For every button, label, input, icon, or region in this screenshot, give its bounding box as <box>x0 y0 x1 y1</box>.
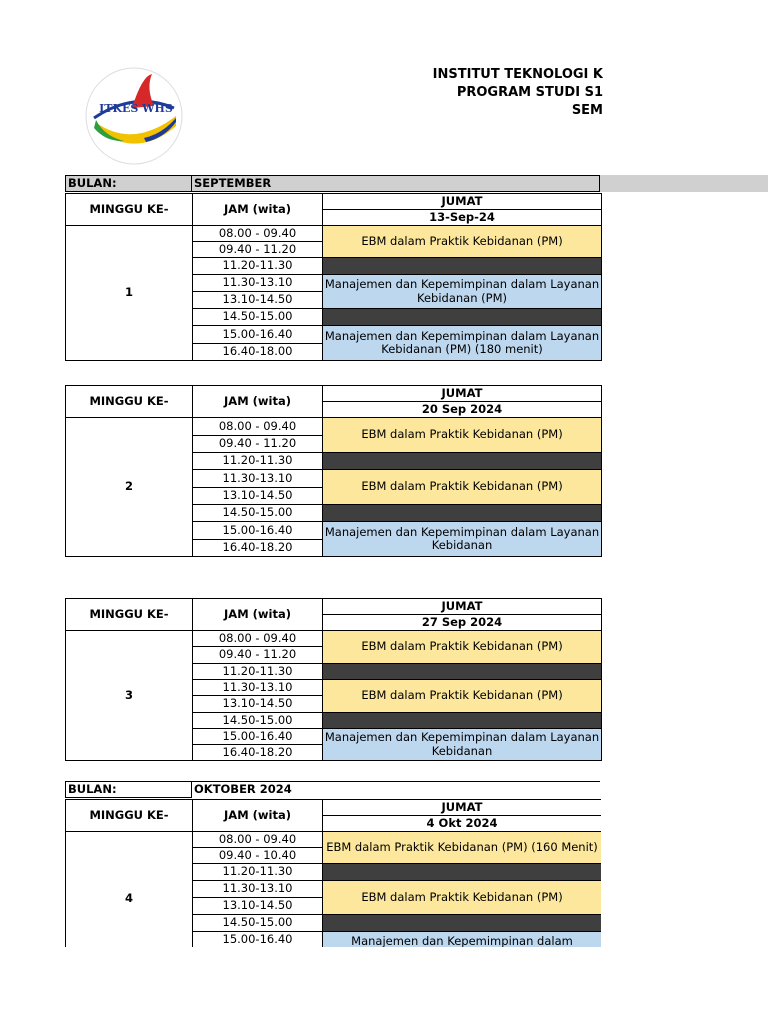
break-cell <box>323 664 602 680</box>
session-manajemen: Manajemen dan Kepemimpinan dalam Layanan Kebidanan (PM) (180 menit) <box>323 326 602 361</box>
session-manajemen: Manajemen dan Kepemimpinan dalam Layanan Kebidanan <box>323 729 602 761</box>
time-slot: 14.50-15.00 <box>193 915 323 932</box>
time-slot: 09.40 - 11.20 <box>193 436 323 453</box>
logo-text: ITKES WHS <box>99 102 173 115</box>
month-label: BULAN: <box>65 781 192 798</box>
time-slot: 08.00 - 09.40 <box>193 832 323 848</box>
session-ebm: EBM dalam Praktik Kebidanan (PM) <box>323 470 602 505</box>
month-label: BULAN: <box>65 175 192 192</box>
time-slot: 11.30-13.10 <box>193 470 323 488</box>
time-slot: 11.20-11.30 <box>193 664 323 680</box>
break-cell <box>323 505 602 522</box>
month-row-september <box>65 175 600 192</box>
session-manajemen: Manajemen dan Kepemimpinan dalam Layanan Kebidanan <box>323 522 602 557</box>
week-1-schedule <box>65 193 601 361</box>
time-slot: 13.10-14.50 <box>193 292 323 309</box>
minggu-header: MINGGU KE- <box>66 599 193 631</box>
time-slot: 13.10-14.50 <box>193 898 323 915</box>
time-slot: 11.30-13.10 <box>193 275 323 292</box>
session-ebm: EBM dalam Praktik Kebidanan (PM) <box>323 881 602 915</box>
time-slot: 11.20-11.30 <box>193 258 323 275</box>
month-value: OKTOBER 2024 <box>192 781 600 798</box>
time-slot: 09.40 - 11.20 <box>193 647 323 664</box>
time-slot: 16.40-18.20 <box>193 540 323 557</box>
session-manajemen: Manajemen dan Kepemimpinan dalam Layanan Kebidanan (PM) <box>323 275 602 309</box>
date-header: 13-Sep-24 <box>323 210 602 226</box>
session-ebm: EBM dalam Praktik Kebidanan (PM) <box>323 680 602 713</box>
header-line-institute: INSTITUT TEKNOLOGI K <box>432 67 603 82</box>
time-slot: 14.50-15.00 <box>193 713 323 729</box>
time-slot: 15.00-16.40 <box>193 326 323 344</box>
time-slot: 13.10-14.50 <box>193 488 323 505</box>
break-cell <box>323 864 602 881</box>
jam-header: JAM (wita) <box>193 599 323 631</box>
break-cell <box>323 915 602 932</box>
break-cell <box>323 453 602 470</box>
time-slot: 08.00 - 09.40 <box>193 226 323 242</box>
time-slot: 16.40-18.00 <box>193 344 323 361</box>
time-slot: 09.40 - 10.40 <box>193 848 323 864</box>
week-number: 2 <box>66 418 193 557</box>
jam-header: JAM (wita) <box>193 194 323 226</box>
jam-header: JAM (wita) <box>193 386 323 418</box>
session-manajemen: Manajemen dan Kepemimpinan dalam <box>323 932 602 948</box>
day-header: JUMAT <box>323 194 602 210</box>
minggu-header: MINGGU KE- <box>66 386 193 418</box>
time-slot: 14.50-15.00 <box>193 505 323 522</box>
time-slot: 11.20-11.30 <box>193 864 323 881</box>
jam-header: JAM (wita) <box>193 800 323 832</box>
month-row-oktober <box>65 781 600 798</box>
time-slot: 14.50-15.00 <box>193 309 323 326</box>
time-slot: 08.00 - 09.40 <box>193 418 323 436</box>
break-cell <box>323 309 602 326</box>
time-slot: 16.40-18.20 <box>193 745 323 761</box>
gray-filler-bar <box>600 175 768 192</box>
date-header: 27 Sep 2024 <box>323 615 602 631</box>
date-header: 20 Sep 2024 <box>323 402 602 418</box>
session-ebm: EBM dalam Praktik Kebidanan (PM) <box>323 631 602 664</box>
week-4-schedule <box>65 799 601 947</box>
day-header: JUMAT <box>323 386 602 402</box>
institution-logo <box>84 66 184 166</box>
session-ebm: EBM dalam Praktik Kebidanan (PM) (160 Menit) <box>323 832 602 864</box>
header-line-program: PROGRAM STUDI S1 <box>456 85 603 100</box>
header-line-semester: SEM <box>571 103 603 118</box>
time-slot: 11.30-13.10 <box>193 680 323 696</box>
time-slot: 08.00 - 09.40 <box>193 631 323 647</box>
week-2-schedule <box>65 385 601 557</box>
time-slot: 11.20-11.30 <box>193 453 323 470</box>
time-slot: 09.40 - 11.20 <box>193 242 323 258</box>
break-cell <box>323 713 602 729</box>
day-header: JUMAT <box>323 800 602 816</box>
break-cell <box>323 258 602 275</box>
week-number: 1 <box>66 226 193 361</box>
session-ebm: EBM dalam Praktik Kebidanan (PM) <box>323 226 602 258</box>
time-slot: 15.00-16.40 <box>193 522 323 540</box>
week-number: 4 <box>66 832 193 948</box>
session-ebm: EBM dalam Praktik Kebidanan (PM) <box>323 418 602 453</box>
time-slot: 11.30-13.10 <box>193 881 323 898</box>
date-header: 4 Okt 2024 <box>323 816 602 832</box>
month-value: SEPTEMBER <box>192 175 600 192</box>
minggu-header: MINGGU KE- <box>66 194 193 226</box>
day-header: JUMAT <box>323 599 602 615</box>
week-3-schedule <box>65 598 601 761</box>
time-slot: 15.00-16.40 <box>193 932 323 948</box>
time-slot: 13.10-14.50 <box>193 696 323 713</box>
minggu-header: MINGGU KE- <box>66 800 193 832</box>
week-number: 3 <box>66 631 193 761</box>
time-slot: 15.00-16.40 <box>193 729 323 745</box>
